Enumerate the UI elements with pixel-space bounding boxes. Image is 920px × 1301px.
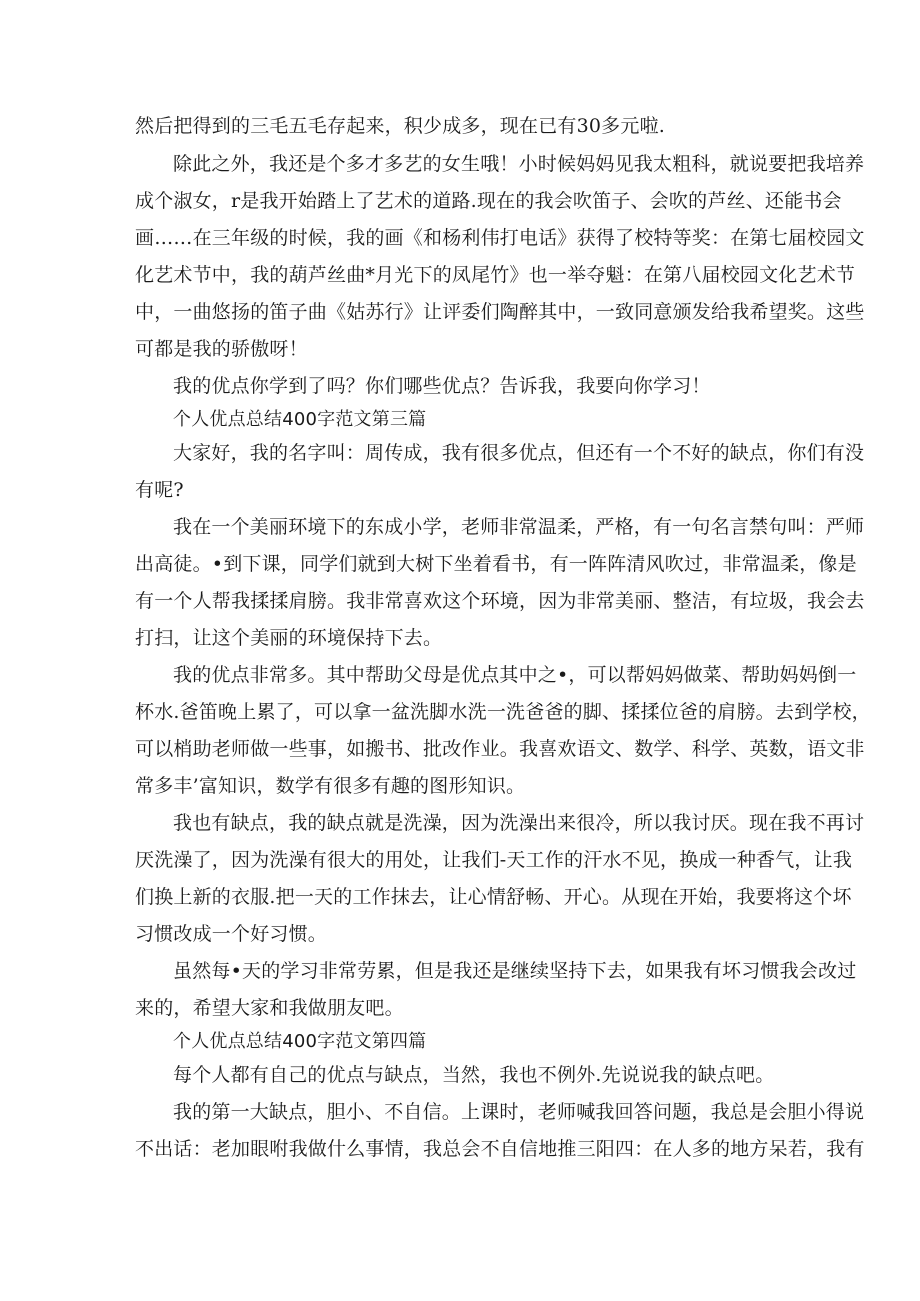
paragraph-line: 厌洗澡了，因为洗澡有很大的用处，让我们-天工作的汗水不见，换成一种香气，让我: [135, 849, 853, 871]
paragraph-line: 来的，希望大家和我做朋友吧。: [135, 997, 404, 1019]
paragraph-line: 我在一个美丽环境下的东成小学，老师非常温柔，严格，有一句名言禁句叫：严师: [173, 516, 865, 538]
paragraph-line: 有一个人帮我揉揉肩膀。我非常喜欢这个环境，因为非常美丽、整洁，有垃圾，我会去: [135, 590, 865, 612]
paragraph-line: 除此之外，我还是个多才多艺的女生哦！小时候妈妈见我太粗科，就说要把我培养: [173, 153, 865, 175]
paragraph-line: 我的第一大缺点，胆小、不自信。上课时，老师喊我回答问题，我总是会胆小得说: [173, 1101, 865, 1123]
paragraph-line: 杯水.爸笛晚上累了，可以拿一盆洗脚水洗一洗爸爸的脚、揉揉位爸的肩膀。去到学校，: [135, 701, 871, 723]
paragraph-line: 化艺术节中，我的葫芦丝曲*月光下的凤尾竹》也一举夺魁：在第八届校园文化艺术节: [135, 264, 856, 286]
paragraph-line: 虽然每•天的学习非常劳累，但是我还是继续坚持下去，如果我有坏习惯我会改过: [173, 960, 857, 982]
section-heading: 个人优点总结400字范文第三篇: [173, 409, 427, 430]
paragraph-line: 有呢?: [135, 479, 184, 501]
paragraph-line: 我的优点非常多。其中帮助父母是优点其中之•，可以帮妈妈做菜、帮助妈妈倒一: [173, 664, 857, 686]
paragraph-line: 习惯改成一个好习惯。: [135, 923, 328, 945]
paragraph-line: 出高徒。•到下课，同学们就到大树下坐着看书，有一阵阵清风吹过，非常温柔，像是: [135, 553, 857, 575]
paragraph-line: 中，一曲悠扬的笛子曲《姑苏行》让评委们陶醉其中，一致同意颁发给我希望奖。这些: [135, 301, 865, 323]
paragraph-line: 可以梢助老师做一些事，如搬书、批改作业。我喜欢语文、数学、科学、英数，语文非: [135, 738, 865, 760]
paragraph-line: 我也有缺点，我的缺点就是洗澡，因为洗澡出来很冷，所以我讨厌。现在我不再讨: [173, 812, 865, 834]
paragraph-line: 们换上新的衣服.把一天的工作抹去，让心情舒畅、开心。从现在开始，我要将这个坏: [135, 886, 852, 908]
paragraph-line: 可都是我的骄傲呀！: [135, 338, 308, 360]
section-heading: 个人优点总结400字范文第四篇: [173, 1031, 427, 1052]
paragraph-line: 常多丰’富知识，数学有很多有趣的图形知识。: [135, 775, 526, 797]
paragraph-line: 不出话：老加眼咐我做什么事情，我总会不自信地推三阳四：在人多的地方呆若，我有: [135, 1138, 865, 1160]
paragraph-line: 大家好，我的名字叫：周传成，我有很多优点，但还有一个不好的缺点，你们有没: [173, 442, 865, 464]
paragraph-line: 然后把得到的三毛五毛存起来，积少成多，现在已有30多元啦.: [135, 115, 666, 137]
paragraph-line: 每个人都有自己的优点与缺点，当然，我也不例外.先说说我的缺点吧。: [173, 1064, 775, 1086]
paragraph-line: 我的优点你学到了吗？你们哪些优点？告诉我，我要向你学习！: [173, 375, 711, 397]
paragraph-line: 画……在三年级的时候，我的画《和杨利伟打电话》获得了校特等奖：在第七届校园文: [135, 227, 865, 249]
paragraph-line: 成个淑女，r是我开始踏上了艺术的道路.现在的我会吹笛子、会吹的芦丝、还能书会: [135, 190, 842, 212]
paragraph-line: 打扫，让这个美丽的环境保持下去。: [135, 627, 443, 649]
